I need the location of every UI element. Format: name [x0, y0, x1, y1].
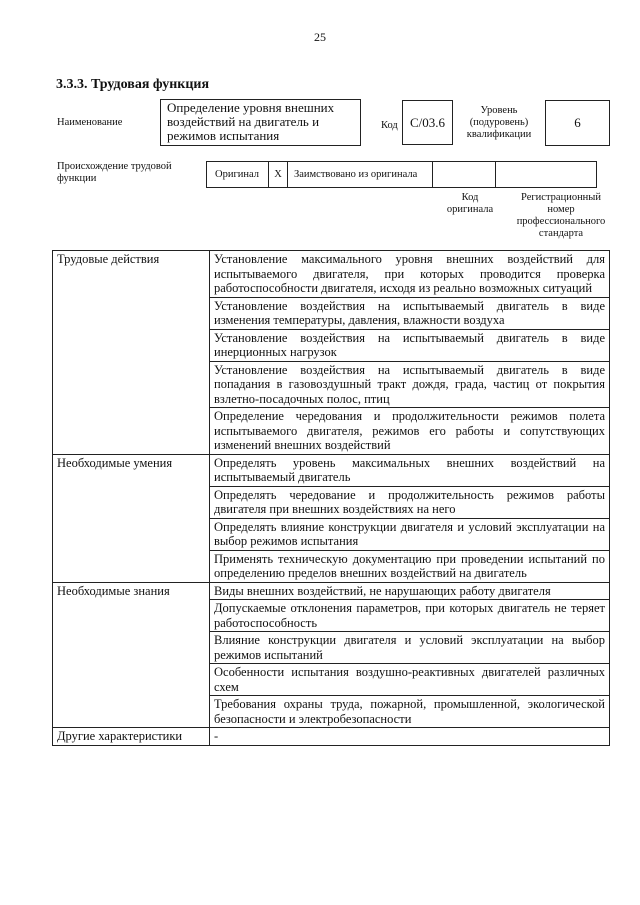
level-value-box: 6 — [545, 100, 610, 146]
name-label: Наименование — [57, 117, 123, 128]
origin-mark-cell: Х — [268, 161, 288, 188]
section-title: 3.3.3. Трудовая функция — [56, 77, 210, 92]
knowledge-item: Требования охраны труда, пожарной, промышленной, экологической безопасности и электробезопасности — [210, 696, 610, 728]
knowledge-item: Влияние конструкции двигателя и условий эксплуатации на выбор режимов испытаний — [210, 632, 610, 664]
code-value-box: С/03.6 — [402, 100, 453, 145]
labor-action-item: Установление воздействия на испытываемый двигатель в виде изменения температуры, давления, влажности воздуха — [210, 297, 610, 329]
skill-item: Определять уровень максимальных внешних воздействий на испытываемый двигатель — [210, 454, 610, 486]
knowledge-item: Виды внешних воздействий, не нарушающих работу двигателя — [210, 582, 610, 600]
name-value-box: Определение уровня внешних воздействий на двигатель и режимов испытания — [160, 99, 361, 146]
code-original-label: Код оригинала — [446, 192, 494, 215]
table-row — [53, 251, 610, 298]
skill-item: Определять чередование и продолжительность режимов работы двигателя при внешних воздействиях на него — [210, 486, 610, 518]
origin-code-cell — [432, 161, 496, 188]
code-label: Код — [381, 120, 398, 131]
knowledge-label: Необходимые знания — [53, 582, 210, 728]
function-table — [52, 250, 610, 746]
skill-item: Определять влияние конструкции двигателя и условий эксплуатации на выбор режимов испытания — [210, 518, 610, 550]
page-number: 25 — [314, 30, 326, 44]
level-label: Уровень (подуровень) квалификации — [466, 105, 532, 140]
origin-original-cell: Оригинал — [206, 161, 269, 188]
table-row — [53, 582, 610, 600]
origin-borrowed-cell: Заимствовано из оригинала — [287, 161, 433, 188]
other-characteristics-label: Другие характеристики — [53, 728, 210, 746]
origin-row — [207, 161, 597, 188]
labor-action-item: Установление воздействия на испытываемый двигатель в виде попадания в газовоздушный тракт дождя, града, частиц от покрытия взлетно-посадочных полос, птиц — [210, 361, 610, 408]
origin-reg-cell — [495, 161, 597, 188]
labor-actions-label: Трудовые действия — [53, 251, 210, 455]
labor-action-item: Установление максимального уровня внешних воздействий для испытываемого двигателя, при которых проводится проверка работоспособности двигателя, исходя из реально возможных ситуаций — [210, 251, 610, 298]
table-row — [53, 454, 610, 486]
labor-action-item: Определение чередования и продолжительности режимов полета испытываемого двигателя, режимов его работы и сопутствующих изменений внешних воздействий — [210, 408, 610, 455]
labor-action-item: Установление воздействия на испытываемый двигатель в виде инерционных нагрузок — [210, 329, 610, 361]
table-row — [53, 728, 610, 746]
knowledge-item: Особенности испытания воздушно-реактивных двигателей различных схем — [210, 664, 610, 696]
other-characteristics-value: - — [210, 728, 610, 746]
origin-label: Происхождение трудовой функции — [57, 161, 172, 184]
skill-item: Применять техническую документацию при проведении испытаний по определению пределов внешних воздействий на двигатель — [210, 550, 610, 582]
knowledge-item: Допускаемые отклонения параметров, при которых двигатель не теряет работоспособность — [210, 600, 610, 632]
reg-number-label: Регистрационный номер профессионального стандарта — [516, 192, 606, 239]
skills-label: Необходимые умения — [53, 454, 210, 582]
